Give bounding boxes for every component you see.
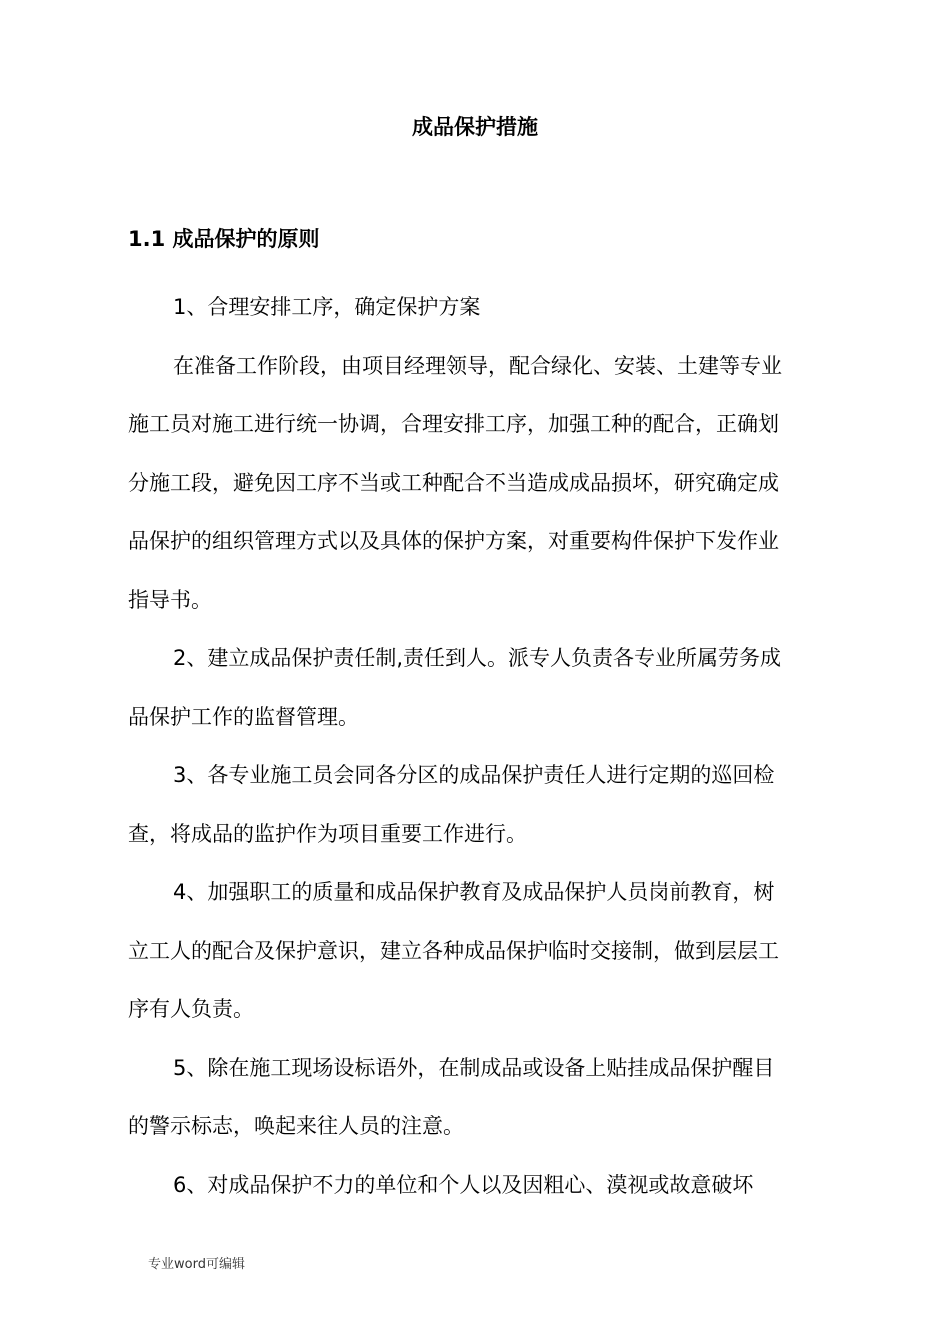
paragraph-line: 在准备工作阶段，由项目经理领导，配合绿化、安装、土建等专业 xyxy=(173,353,782,378)
paragraph-line: 品保护工作的监督管理。 xyxy=(128,704,359,729)
paragraph-line: 序有人负责。 xyxy=(128,997,254,1021)
paragraph-line: 1、合理安排工序，确定保护方案 xyxy=(173,295,481,319)
page-title: 成品保护措施 xyxy=(412,115,538,139)
paragraph-line: 的警示标志，唤起来往人员的注意。 xyxy=(128,1114,464,1138)
paragraph-line: 指导书。 xyxy=(128,587,212,612)
paragraph-line: 查，将成品的监护作为项目重要工作进行。 xyxy=(128,821,527,846)
section-heading: 1.1 成品保护的原则 xyxy=(128,227,320,251)
paragraph-line: 施工员对施工进行统一协调，合理安排工序，加强工种的配合，正确划 xyxy=(128,412,779,436)
paragraph-line: 5、除在施工现场设标语外，在制成品或设备上贴挂成品保护醒目 xyxy=(173,1055,775,1080)
paragraph-line: 3、各专业施工员会同各分区的成品保护责任人进行定期的巡回检 xyxy=(173,763,775,787)
paragraph-line: 立工人的配合及保护意识，建立各种成品保护临时交接制，做到层层工 xyxy=(128,938,779,963)
paragraph-line: 2、建立成品保护责任制,责任到人。派专人负责各专业所属劳务成 xyxy=(173,646,782,670)
body-text xyxy=(128,278,824,1214)
paragraph-line: 分施工段，避免因工序不当或工种配合不当造成成品损坏，研究确定成 xyxy=(128,470,779,495)
paragraph-line: 品保护的组织管理方式以及具体的保护方案，对重要构件保护下发作业 xyxy=(128,529,779,553)
paragraph-line: 6、对成品保护不力的单位和个人以及因粗心、漠视或故意破坏 xyxy=(173,1172,754,1197)
footer-note: 专业word可编辑 xyxy=(148,1257,245,1272)
paragraph-line: 4、加强职工的质量和成品保护教育及成品保护人员岗前教育，树 xyxy=(173,880,775,904)
